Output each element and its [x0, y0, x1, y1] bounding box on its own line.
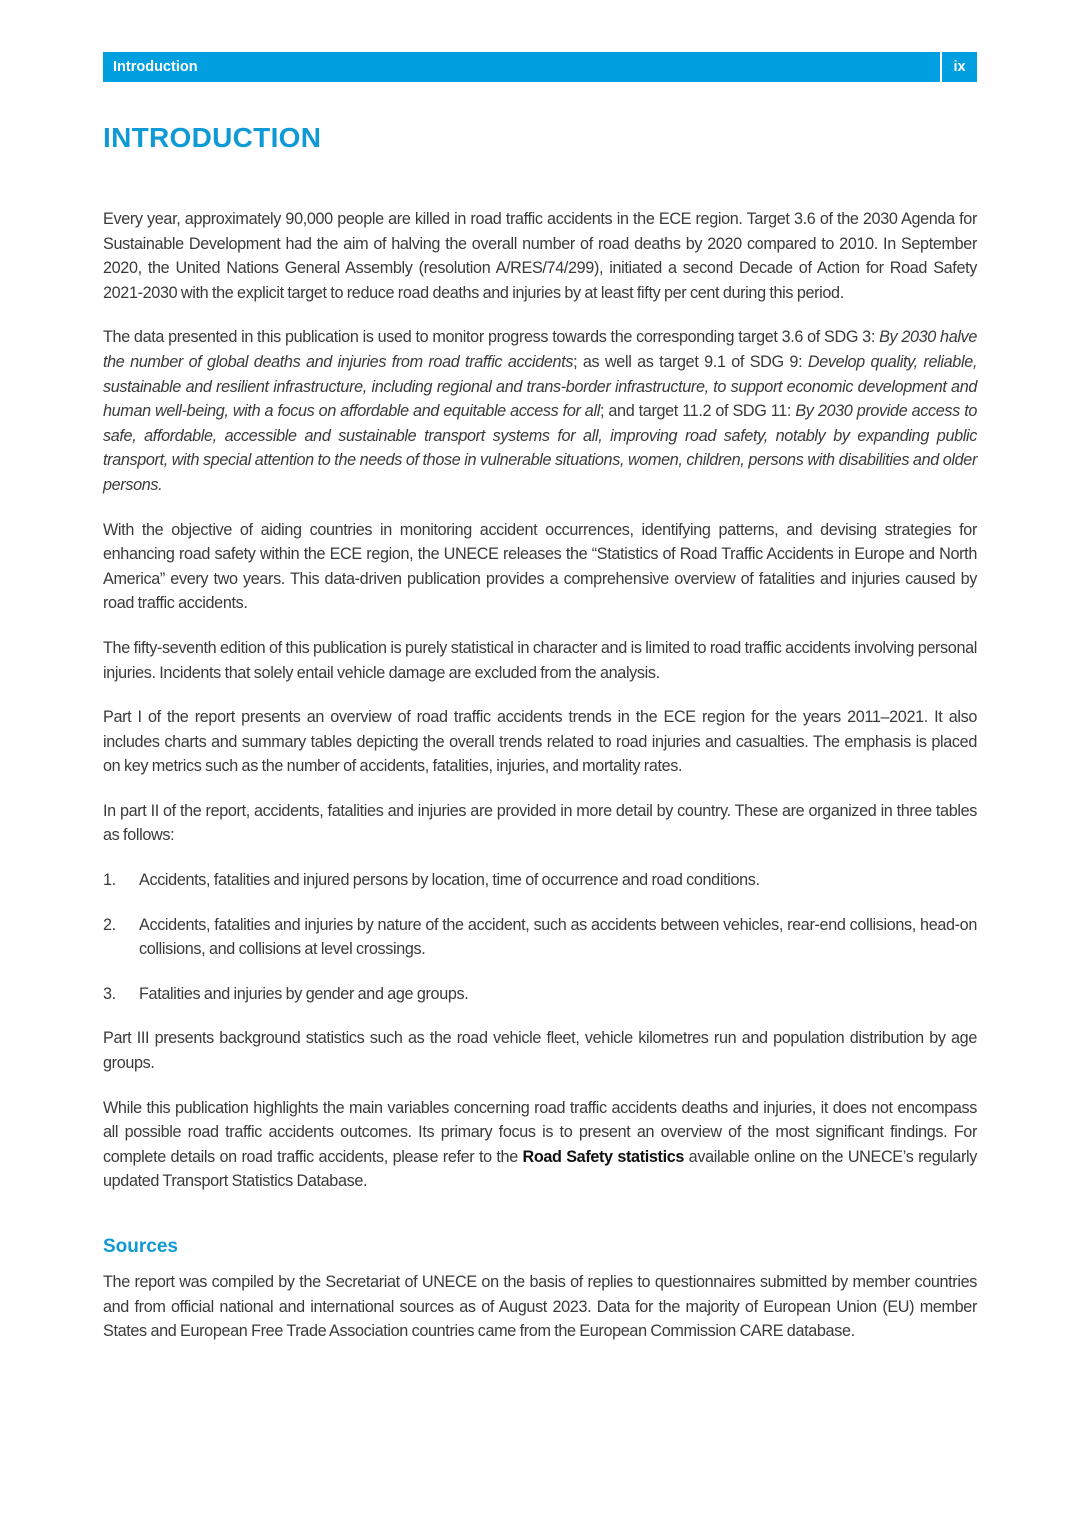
paragraph-scope [103, 1096, 977, 1194]
sources-heading: Sources [103, 1236, 178, 1257]
page-number: ix [942, 52, 977, 82]
sdg11-target-quote: By 2030 provide access to safe, affordable, accessible and sustainable transport systems for all, improving road safety, notably by expanding public transport, with special attention to the needs of those in vulnerable situations, women, children, persons with disabilities and older persons. [103, 402, 977, 494]
paragraph-part-three: Part III presents background statistics such as the road vehicle fleet, vehicle kilometres run and population distribution by age groups. [103, 1029, 977, 1073]
running-header [103, 52, 977, 82]
paragraph-sources: The report was compiled by the Secretariat of UNECE on the basis of replies to questionnaires submitted by member countries and from official national and international sources as of August 2023. Data for the majority of European Union (EU) member States and European Free Trade Association countries came from the European Commission CARE database. [103, 1273, 977, 1341]
sdg9-target-quote: Develop quality, reliable, sustainable and resilient infrastructure, including regional and trans-border infrastructure, to support economic development and human well-being, with a focus on affordable and equitable access for all [103, 352, 977, 421]
page-title: INTRODUCTION [103, 122, 322, 153]
header-section-label: Introduction [103, 52, 940, 82]
text-span: While this publication highlights the main variables concerning road traffic accidents deaths and injuries, it does not encompass all possible road traffic accidents outcomes. Its primary focus is to present an overview of the most significant findings. For complete details on road traffic accidents, please refer to the [103, 1098, 977, 1166]
list-item-text: Accidents, fatalities and injured persons by location, time of occurrence and road conditions. [139, 871, 760, 890]
list-item-number: 2. [103, 915, 116, 934]
paragraph-intro: Every year, approximately 90,000 people are killed in road traffic accidents in the ECE region. Target 3.6 of the 2030 Agenda for Sustainable Development had the aim of halving the overall number of road deaths by 2020 compared to 2010. In September 2020, the United Nations General Assembly (resolution A/RES/74/299), initiated a second Decade of Action for Road Safety 2021-2030 with the explicit target to reduce road deaths and injuries by at least fifty per cent during this period. [103, 210, 977, 302]
paragraph-part-one: Part I of the report presents an overview of road traffic accidents trends in the ECE region for the years 2011–2021. It also includes charts and summary tables depicting the overall trends related to road injuries and casualties. The emphasis is placed on key metrics such as the number of accidents, fatalities, injuries, and mortality rates. [103, 708, 977, 776]
list-item-number: 3. [103, 984, 116, 1003]
sdg3-target-quote: By 2030 halve the number of global deaths and injuries from road traffic accidents [103, 328, 977, 371]
text-span: available online on the UNECE’s regularly updated Transport Statistics Database. [103, 1147, 978, 1191]
list-item [103, 913, 977, 962]
list-item [103, 982, 977, 1007]
road-safety-statistics-reference: Road Safety statistics [522, 1147, 685, 1166]
paragraph-objective: With the objective of aiding countries in monitoring accident occurrences, identifying patterns, and devising strategies for enhancing road safety within the ECE region, the UNECE releases the “Statistics of Road Traffic Accidents in Europe and North America” every two years. This data-driven publication provides a comprehensive overview of fatalities and injuries caused by road traffic accidents. [103, 520, 977, 613]
paragraph-part-two: In part II of the report, accidents, fatalities and injuries are provided in more detail by country. These are organized in three tables as follows: [103, 801, 977, 845]
tables-list [103, 868, 977, 1006]
body-content [103, 207, 977, 1364]
text-span: ; and target 11.2 of SDG 11: [599, 402, 796, 421]
paragraph-sdg-targets [103, 325, 977, 497]
list-item-number: 1. [103, 871, 116, 890]
text-span: The data presented in this publication is used to monitor progress towards the corresponding target 3.6 of SDG 3: [103, 328, 880, 347]
list-item-text: Fatalities and injuries by gender and age groups. [139, 984, 469, 1003]
text-span: ; as well as target 9.1 of SDG 9: [573, 352, 808, 371]
paragraph-edition: The fifty-seventh edition of this publication is purely statistical in character and is limited to road traffic accidents involving personal injuries. Incidents that solely entail vehicle damage are excluded from the analysis. [103, 638, 977, 682]
list-item-text: Accidents, fatalities and injuries by nature of the accident, such as accidents between vehicles, rear-end collisions, head-on collisions, and collisions at level crossings. [139, 915, 977, 959]
list-item [103, 868, 977, 893]
